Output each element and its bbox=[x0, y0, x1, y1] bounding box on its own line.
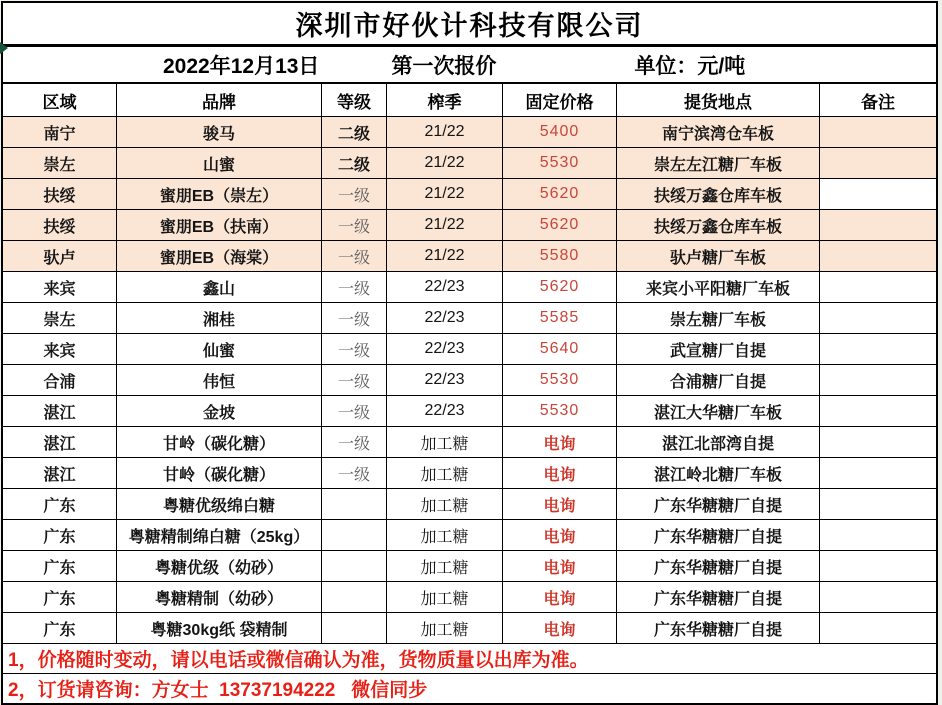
cell-remark bbox=[820, 551, 936, 581]
cell-grade: 一级 bbox=[322, 458, 387, 488]
table-header-row bbox=[3, 84, 936, 117]
cell-pickup-location: 驮卢糖厂车板 bbox=[617, 241, 820, 271]
cell-remark bbox=[820, 613, 936, 643]
cell-brand: 甘岭（碳化糖） bbox=[117, 458, 322, 488]
cell-grade: 一级 bbox=[322, 210, 387, 240]
table-row bbox=[3, 117, 936, 148]
cell-remark bbox=[820, 272, 936, 302]
cell-grade: 一级 bbox=[322, 334, 387, 364]
cell-fixed-price: 5530 bbox=[503, 396, 617, 426]
cell-grade: 一级 bbox=[322, 396, 387, 426]
cell-region: 湛江 bbox=[3, 396, 117, 426]
cell-season: 22/23 bbox=[387, 272, 503, 302]
cell-brand: 甘岭（碳化糖） bbox=[117, 427, 322, 457]
table-row bbox=[3, 272, 936, 303]
footer-note-1: 1，价格随时变动，请以电话或微信确认为准，货物质量以出库为准。 bbox=[3, 644, 936, 674]
cell-grade: 二级 bbox=[322, 148, 387, 178]
cell-season: 加工糖 bbox=[387, 427, 503, 457]
cell-grade: 一级 bbox=[322, 179, 387, 209]
cell-brand: 山蜜 bbox=[117, 148, 322, 178]
cell-region: 合浦 bbox=[3, 365, 117, 395]
cell-pickup-location: 湛江大华糖厂车板 bbox=[617, 396, 820, 426]
table-row bbox=[3, 520, 936, 551]
table-row bbox=[3, 551, 936, 582]
cell-region: 南宁 bbox=[3, 117, 117, 147]
header-fixed-price: 固定价格 bbox=[503, 84, 617, 116]
cell-season: 21/22 bbox=[387, 179, 503, 209]
table-row bbox=[3, 241, 936, 272]
cell-region: 扶绥 bbox=[3, 179, 117, 209]
cell-brand: 粤糖精制（幼砂） bbox=[117, 582, 322, 612]
header-remark: 备注 bbox=[861, 92, 895, 112]
cell-remark bbox=[820, 365, 936, 395]
cell-grade: 一级 bbox=[322, 241, 387, 271]
cell-pickup-location: 南宁滨湾仓车板 bbox=[617, 117, 820, 147]
company-title-text: 深圳市好伙计科技有限公司 bbox=[295, 11, 644, 41]
cell-pickup-location: 广东华糖糖厂自提 bbox=[617, 613, 820, 643]
cell-region: 广东 bbox=[3, 551, 117, 581]
cell-pickup-location: 合浦糖厂自提 bbox=[617, 365, 820, 395]
cell-season: 21/22 bbox=[387, 210, 503, 240]
cell-grade: 一级 bbox=[322, 303, 387, 333]
cell-brand: 湘桂 bbox=[117, 303, 322, 333]
cell-season: 加工糖 bbox=[387, 582, 503, 612]
table-row bbox=[3, 148, 936, 179]
cell-grade: 一级 bbox=[322, 365, 387, 395]
cell-brand: 粤糖优级绵白糖 bbox=[117, 489, 322, 519]
cell-pickup-location: 湛江北部湾自提 bbox=[617, 427, 820, 457]
cell-brand: 骏马 bbox=[117, 117, 322, 147]
cell-region: 广东 bbox=[3, 520, 117, 550]
cell-brand: 蜜朋EB（崇左） bbox=[117, 179, 322, 209]
cell-pickup-location: 湛江岭北糖厂车板 bbox=[617, 458, 820, 488]
cell-grade bbox=[322, 489, 387, 519]
cell-brand: 蜜朋EB（海棠） bbox=[117, 241, 322, 271]
table-row bbox=[3, 179, 936, 210]
cell-region: 驮卢 bbox=[3, 241, 117, 271]
cell-region: 广东 bbox=[3, 613, 117, 643]
table-row bbox=[3, 334, 936, 365]
header-region: 区域 bbox=[3, 84, 117, 116]
cell-region: 广东 bbox=[3, 582, 117, 612]
cell-remark bbox=[820, 396, 936, 426]
subheader-row bbox=[3, 47, 936, 84]
table-row bbox=[3, 365, 936, 396]
cell-remark bbox=[820, 303, 936, 333]
cell-fixed-price: 电询 bbox=[503, 551, 617, 581]
cell-fixed-price: 电询 bbox=[503, 489, 617, 519]
cell-fixed-price: 电询 bbox=[503, 582, 617, 612]
cell-season: 22/23 bbox=[387, 365, 503, 395]
cell-region: 崇左 bbox=[3, 148, 117, 178]
table-row bbox=[3, 489, 936, 520]
cell-remark bbox=[820, 520, 936, 550]
cell-fixed-price: 5580 bbox=[503, 241, 617, 271]
table-row bbox=[3, 303, 936, 334]
cell-remark bbox=[820, 489, 936, 519]
cell-fixed-price: 电询 bbox=[503, 520, 617, 550]
cell-grade: 二级 bbox=[322, 117, 387, 147]
cell-remark bbox=[820, 179, 936, 209]
footer-note-2: 2，订货请咨询：方女士 13737194222 微信同步 bbox=[8, 680, 428, 701]
green-corner-icon bbox=[0, 42, 8, 54]
header-brand: 品牌 bbox=[117, 84, 322, 116]
cell-season: 加工糖 bbox=[387, 458, 503, 488]
table-body bbox=[3, 117, 936, 644]
cell-pickup-location: 崇左左江糖厂车板 bbox=[617, 148, 820, 178]
cell-season: 加工糖 bbox=[387, 613, 503, 643]
cell-fixed-price: 5620 bbox=[503, 210, 617, 240]
cell-brand: 鑫山 bbox=[117, 272, 322, 302]
cell-pickup-location: 扶绥万鑫仓库车板 bbox=[617, 179, 820, 209]
cell-season: 加工糖 bbox=[387, 520, 503, 550]
cell-fixed-price: 5530 bbox=[503, 148, 617, 178]
table-row bbox=[3, 458, 936, 489]
cell-brand: 仙蜜 bbox=[117, 334, 322, 364]
cell-season: 22/23 bbox=[387, 396, 503, 426]
cell-pickup-location: 广东华糖糖厂自提 bbox=[617, 489, 820, 519]
cell-pickup-location: 扶绥万鑫仓库车板 bbox=[617, 210, 820, 240]
cell-region: 湛江 bbox=[3, 427, 117, 457]
cell-brand: 金坡 bbox=[117, 396, 322, 426]
cell-grade bbox=[322, 613, 387, 643]
table-row bbox=[3, 396, 936, 427]
cell-pickup-location: 武宣糖厂自提 bbox=[617, 334, 820, 364]
table-row bbox=[3, 582, 936, 613]
cell-fixed-price: 5400 bbox=[503, 117, 617, 147]
cell-remark bbox=[820, 241, 936, 271]
cell-season: 22/23 bbox=[387, 334, 503, 364]
cell-season: 21/22 bbox=[387, 117, 503, 147]
cell-fixed-price: 5620 bbox=[503, 272, 617, 302]
cell-brand: 蜜朋EB（扶南） bbox=[117, 210, 322, 240]
header-pickup-location: 提货地点 bbox=[617, 84, 820, 116]
cell-region: 崇左 bbox=[3, 303, 117, 333]
cell-fixed-price: 电询 bbox=[503, 613, 617, 643]
company-title bbox=[3, 3, 936, 47]
cell-fixed-price: 5585 bbox=[503, 303, 617, 333]
quote-sequence-label: 第一次报价 bbox=[391, 54, 497, 78]
cell-grade bbox=[322, 520, 387, 550]
cell-pickup-location: 广东华糖糖厂自提 bbox=[617, 551, 820, 581]
cell-brand: 伟恒 bbox=[117, 365, 322, 395]
cell-region: 扶绥 bbox=[3, 210, 117, 240]
header-season: 榨季 bbox=[387, 84, 503, 116]
cell-grade bbox=[322, 582, 387, 612]
quote-date: 2022年12月13日 bbox=[163, 54, 320, 78]
cell-season: 22/23 bbox=[387, 303, 503, 333]
cell-brand: 粤糖30kg纸 袋精制 bbox=[117, 613, 322, 643]
table-row bbox=[3, 427, 936, 458]
cell-grade bbox=[322, 551, 387, 581]
cell-brand: 粤糖优级（幼砂） bbox=[117, 551, 322, 581]
cell-pickup-location: 广东华糖糖厂自提 bbox=[617, 582, 820, 612]
price-sheet bbox=[1, 1, 938, 705]
cell-remark bbox=[820, 117, 936, 147]
cell-season: 加工糖 bbox=[387, 551, 503, 581]
cell-season: 21/22 bbox=[387, 148, 503, 178]
cell-remark bbox=[820, 148, 936, 178]
cell-fixed-price: 5530 bbox=[503, 365, 617, 395]
cell-pickup-location: 广东华糖糖厂自提 bbox=[617, 520, 820, 550]
cell-region: 湛江 bbox=[3, 458, 117, 488]
cell-pickup-location: 来宾小平阳糖厂车板 bbox=[617, 272, 820, 302]
cell-remark bbox=[820, 582, 936, 612]
cell-season: 加工糖 bbox=[387, 489, 503, 519]
cell-region: 来宾 bbox=[3, 334, 117, 364]
cell-remark bbox=[820, 210, 936, 240]
cell-season: 21/22 bbox=[387, 241, 503, 271]
cell-remark bbox=[820, 458, 936, 488]
cell-region: 广东 bbox=[3, 489, 117, 519]
unit-label: 单位：元/吨 bbox=[634, 54, 746, 78]
cell-region: 来宾 bbox=[3, 272, 117, 302]
cell-brand: 粤糖精制绵白糖（25kg） bbox=[117, 520, 322, 550]
cell-fixed-price: 5620 bbox=[503, 179, 617, 209]
cell-fixed-price: 5640 bbox=[503, 334, 617, 364]
cell-fixed-price: 电询 bbox=[503, 427, 617, 457]
cell-remark bbox=[820, 427, 936, 457]
header-grade: 等级 bbox=[322, 84, 387, 116]
cell-pickup-location: 崇左糖厂车板 bbox=[617, 303, 820, 333]
cell-fixed-price: 电询 bbox=[503, 458, 617, 488]
table-row bbox=[3, 613, 936, 644]
cell-grade: 一级 bbox=[322, 427, 387, 457]
cell-remark bbox=[820, 334, 936, 364]
cell-grade: 一级 bbox=[322, 272, 387, 302]
table-row bbox=[3, 210, 936, 241]
